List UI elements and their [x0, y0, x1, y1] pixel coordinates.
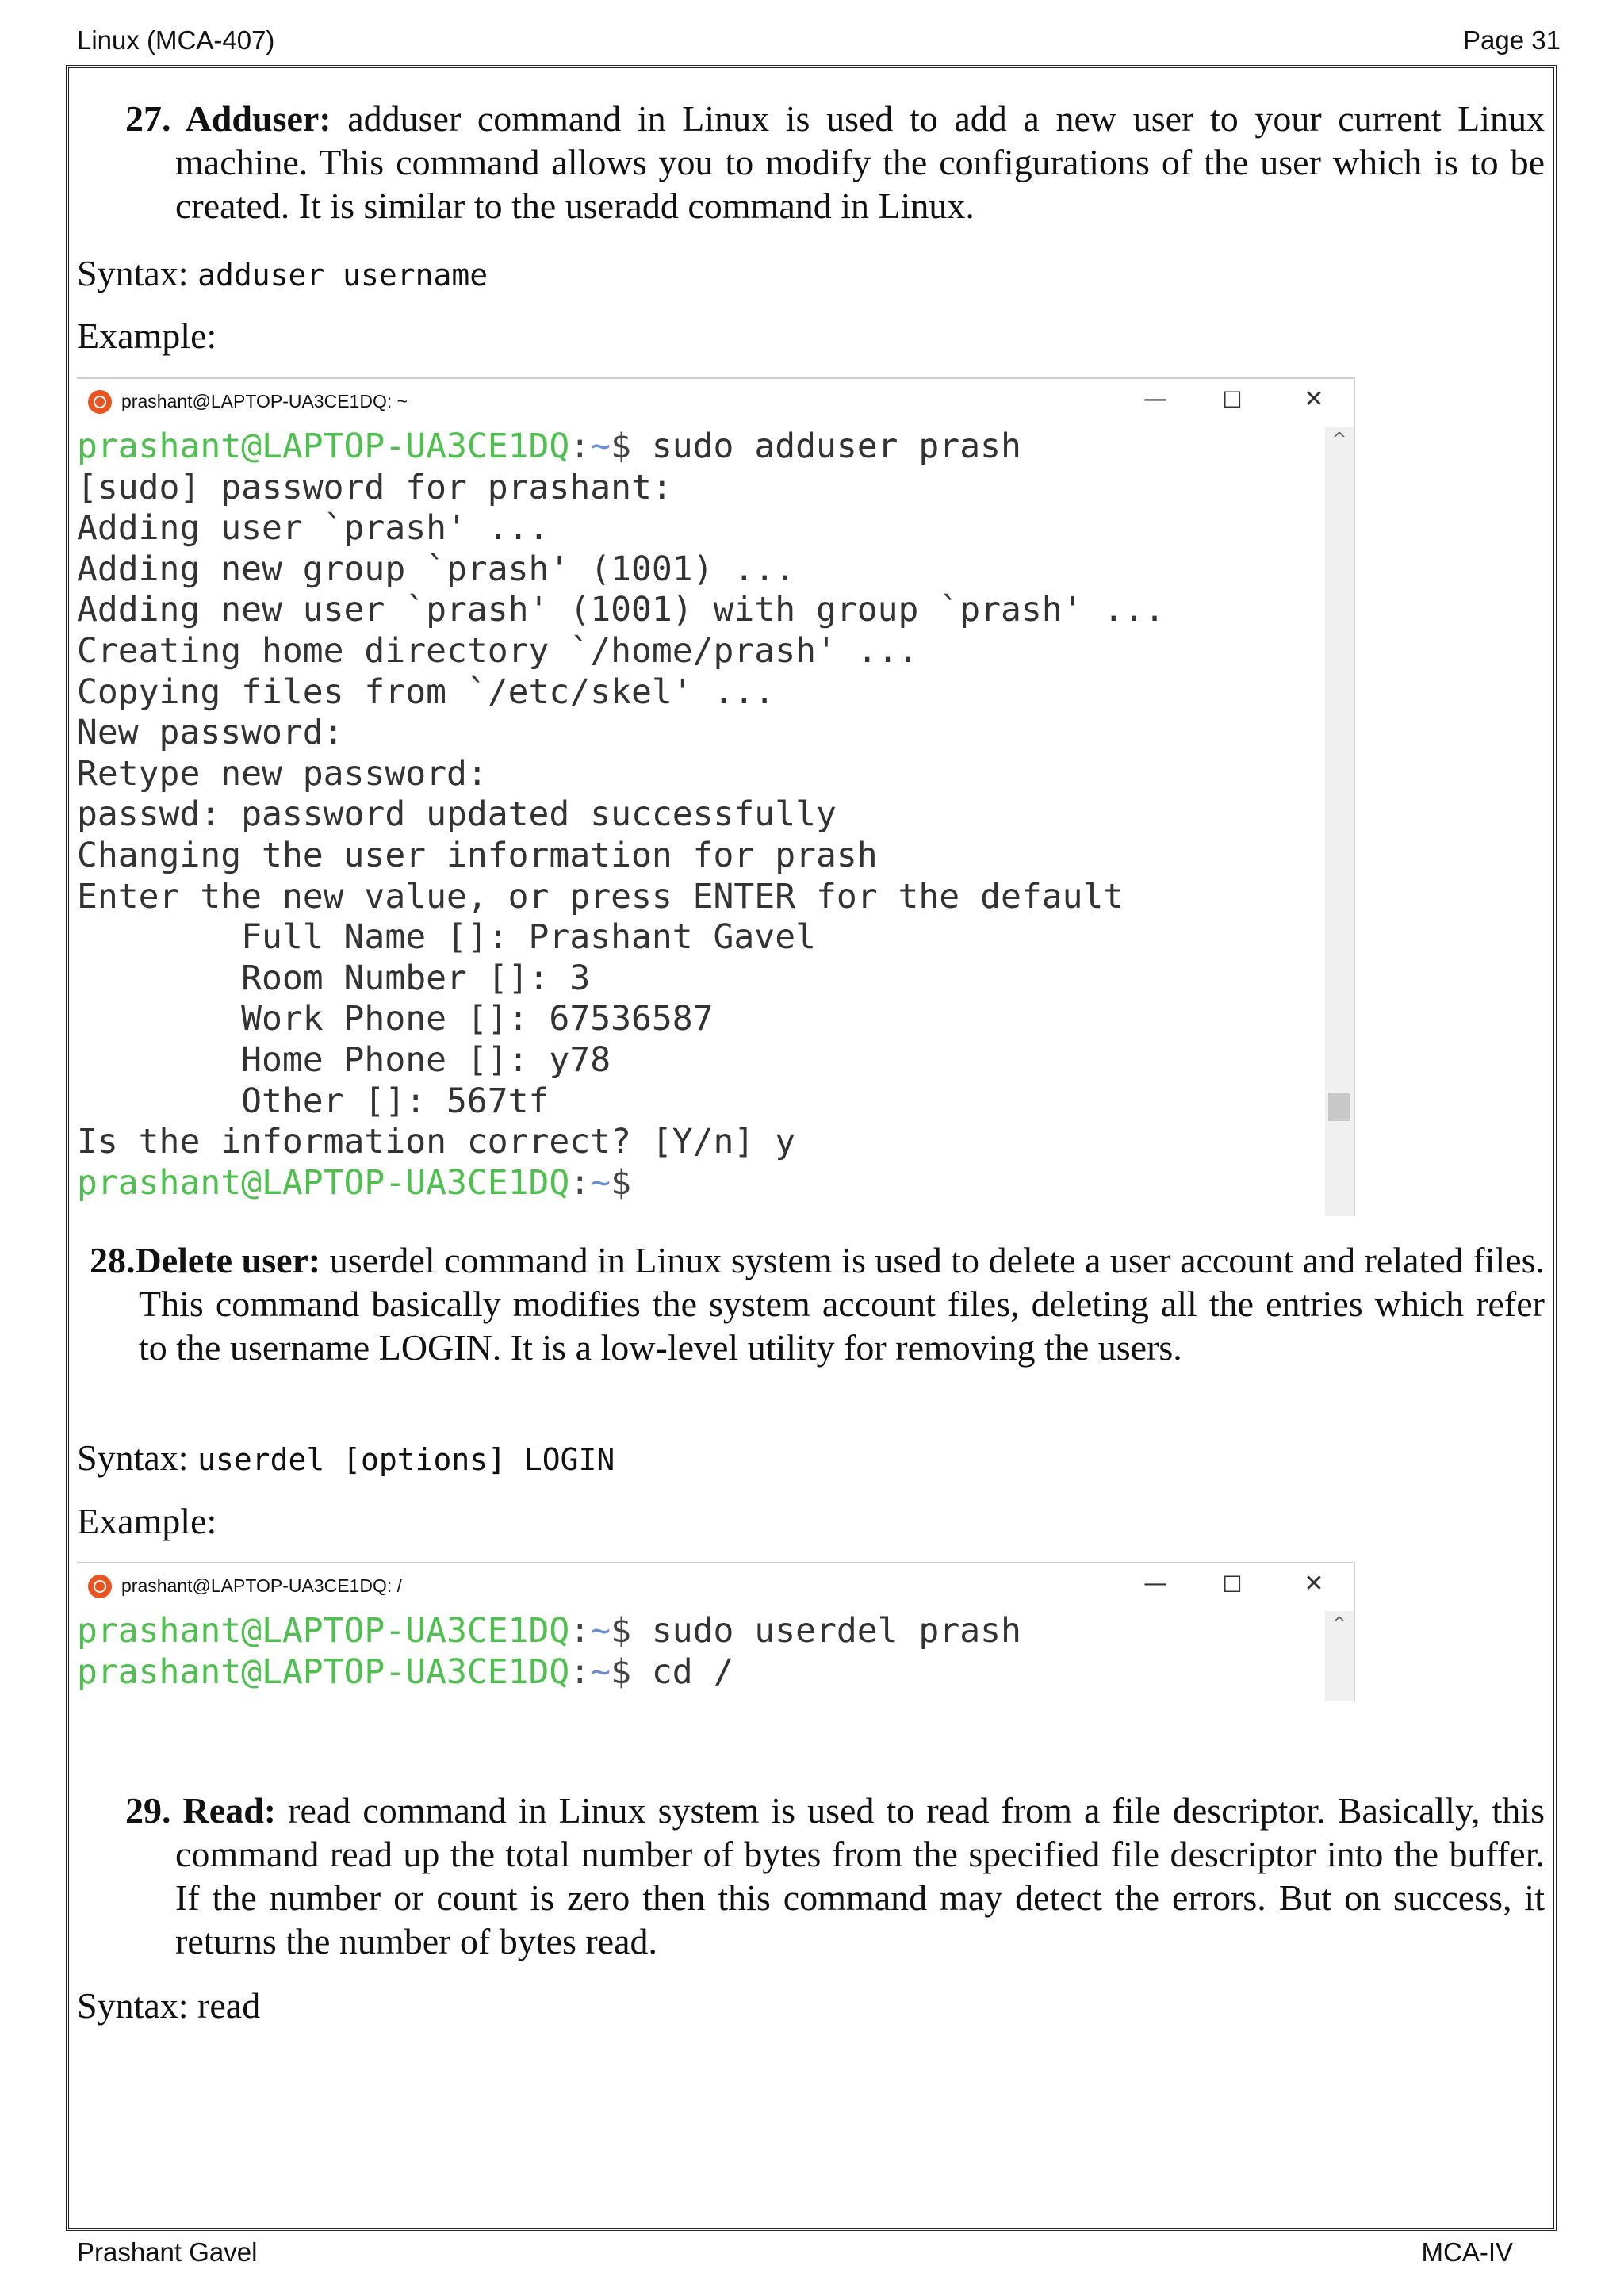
terminal-scrollbar[interactable]: [1325, 1611, 1354, 1701]
prompt-dollar: $: [611, 1162, 631, 1203]
scroll-up-icon[interactable]: ^: [1331, 1614, 1347, 1634]
prompt-dollar: $: [611, 1611, 631, 1651]
section-28-body: userdel command in Linux system is used to delete a user account and related files. This command basically modifies the system account files, deleting all the entries which refer to the username LOGIN. It is a low-level utility for removing the users.: [139, 1240, 1545, 1368]
prompt-colon: :: [569, 427, 591, 466]
section-28-syntax: [77, 1437, 615, 1479]
terminal-scrollbar[interactable]: [1325, 427, 1354, 1216]
syntax-code: adduser username: [197, 258, 488, 293]
close-icon[interactable]: ✕: [1304, 385, 1324, 413]
terminal-title: prashant@LAPTOP-UA3CE1DQ: ~: [121, 391, 408, 411]
terminal-output: [77, 1611, 1021, 1693]
prompt-dollar: $: [611, 1651, 631, 1692]
minimize-icon[interactable]: —: [1143, 1570, 1167, 1598]
command-line: cd /: [631, 1651, 734, 1692]
prompt-path: ~: [590, 1611, 611, 1651]
section-28-title: 28.Delete user:: [90, 1240, 321, 1280]
section-27-syntax: [77, 252, 488, 294]
terminal-window-userdel: [77, 1562, 1355, 1701]
prompt-colon: :: [569, 1162, 591, 1203]
terminal-title-bar: [77, 1563, 1354, 1609]
header-page-number: Page 31: [1463, 25, 1561, 55]
ubuntu-icon: [88, 1575, 112, 1598]
footer-author: Prashant Gavel: [77, 2237, 258, 2267]
terminal-output: [77, 427, 1165, 1203]
section-28-example-label: Example:: [77, 1501, 217, 1541]
prompt-user: prashant@LAPTOP-UA3CE1DQ: [77, 1651, 570, 1692]
terminal-title: prashant@LAPTOP-UA3CE1DQ: /: [121, 1575, 403, 1596]
prompt-path: ~: [590, 427, 611, 466]
scroll-up-icon[interactable]: ^: [1331, 430, 1347, 450]
prompt-user: prashant@LAPTOP-UA3CE1DQ: [77, 1162, 570, 1203]
terminal-window-adduser: [77, 377, 1355, 1216]
prompt-path: ~: [590, 1651, 611, 1692]
maximize-icon[interactable]: ☐: [1222, 1571, 1243, 1598]
close-icon[interactable]: ✕: [1304, 1570, 1324, 1598]
prompt-colon: :: [569, 1611, 591, 1651]
command-line: sudo userdel prash: [631, 1611, 1021, 1651]
prompt-path: ~: [590, 1162, 611, 1203]
prompt-user: prashant@LAPTOP-UA3CE1DQ: [77, 1611, 570, 1651]
maximize-icon[interactable]: ☐: [1222, 387, 1243, 413]
header-course: Linux (MCA-407): [77, 25, 275, 55]
scrollbar-thumb[interactable]: [1328, 1093, 1350, 1121]
prompt-colon: :: [569, 1651, 591, 1692]
syntax-label: Syntax:: [77, 253, 189, 293]
terminal-title-bar: [77, 379, 1354, 425]
section-27-body: adduser command in Linux is used to add a new user to your current Linux machine. This command allows you to modify the configurations of the user which is to be created. It is similar to the useradd command in Linux.: [175, 98, 1545, 226]
command-output: [sudo] password for prashant: Adding user `prash' ... Adding new group `prash' (1001) ... Adding new user `prash' (1001) with group `prash' ... Creating home directory `/home/prash' ... Copying files from `/etc/skel' ... New password: Retype new password: passwd: password updated successfully Changing the user information for prash Enter the new value, or press ENTER for the default Full Name []: Prashant Gavel Room Number []: 3 Work Phone []: 67536587 Home Phone []: y78 Other []: 567tf Is the information correct? [Y/n] y: [77, 467, 1166, 1162]
section-27-paragraph: [125, 97, 1545, 228]
footer-class: MCA-IV: [1421, 2237, 1513, 2267]
section-28-paragraph: [90, 1238, 1545, 1369]
prompt-user: prashant@LAPTOP-UA3CE1DQ: [77, 427, 570, 466]
section-29-syntax: Syntax: read: [77, 1985, 261, 2026]
ubuntu-icon: [88, 390, 112, 414]
section-29-title: 29. Read:: [125, 1790, 277, 1831]
minimize-icon[interactable]: —: [1143, 385, 1167, 413]
section-29-body: read command in Linux system is used to read from a file descriptor. Basically, this command read up the total number of bytes from the specified file descriptor into the buffer. If the number or count is zero then this command may detect the errors. But on success, it returns the number of bytes read.: [175, 1790, 1545, 1961]
section-27-example-label: Example:: [77, 316, 217, 356]
syntax-label: Syntax:: [77, 1437, 189, 1478]
section-27-title: 27. Adduser:: [125, 98, 331, 139]
section-29-paragraph: [125, 1789, 1545, 1963]
command-line: sudo adduser prash: [631, 427, 1021, 466]
syntax-code: userdel [options] LOGIN: [197, 1442, 615, 1477]
prompt-dollar: $: [611, 427, 631, 466]
